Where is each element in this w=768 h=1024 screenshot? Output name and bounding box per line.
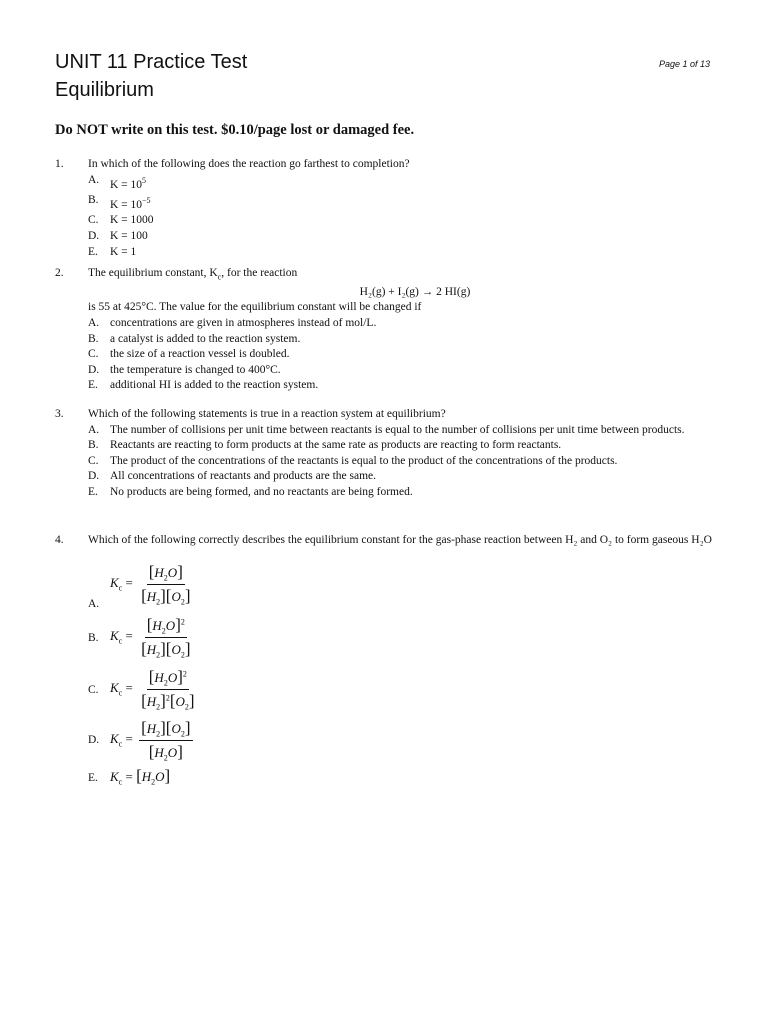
option-text: K = 1 bbox=[110, 245, 137, 258]
option-letter: B. bbox=[88, 632, 99, 644]
option-letter: D. bbox=[88, 470, 100, 483]
question-4 bbox=[55, 533, 715, 549]
kc-expression-d: $K_c$ = $\frac{[H_2][O_2]}{[H_2O]}$ bbox=[110, 718, 191, 763]
option-exponent: 5 bbox=[142, 175, 147, 185]
option-text: K = 10 bbox=[110, 198, 143, 211]
option-text: additional HI is added to the reaction system. bbox=[110, 379, 319, 392]
option-letter: C. bbox=[88, 214, 99, 227]
page-number: Page 1 of 13 bbox=[658, 59, 710, 69]
option-text: The number of collisions per unit time between reactants is equal to the number of collisions per unit time between products. bbox=[110, 423, 685, 436]
question-number: 1. bbox=[55, 158, 64, 170]
option-d bbox=[88, 363, 715, 379]
option-letter: D. bbox=[88, 363, 100, 376]
option-letter: C. bbox=[88, 684, 99, 696]
option-letter: C. bbox=[88, 454, 99, 467]
option-text: The product of the concentrations of the reactants is equal to the product of the concentrations of the products. bbox=[110, 454, 618, 467]
question-2 bbox=[55, 266, 715, 394]
option-b bbox=[88, 193, 715, 213]
question-number: 4. bbox=[55, 534, 64, 546]
option-b bbox=[88, 438, 715, 454]
kc-expression-b: $K_c$ = $\frac{[H_2O]^2}{[H_2][O_2]}$ bbox=[110, 615, 191, 660]
kc-expression-c: $K_c$ = $\frac{[H_2O]^2}{[H_2]^2[O_2]}$ bbox=[110, 667, 195, 712]
option-letter: B. bbox=[88, 194, 99, 207]
option-a bbox=[88, 423, 715, 439]
option-text: K = 1000 bbox=[110, 214, 154, 227]
option-letter: B. bbox=[88, 332, 99, 345]
option-letter: A. bbox=[88, 423, 100, 436]
option-letter: D. bbox=[88, 230, 100, 243]
option-letter: B. bbox=[88, 439, 99, 452]
option-a bbox=[88, 316, 715, 332]
option-letter: D. bbox=[88, 734, 100, 746]
option-text: the temperature is changed to 400°C. bbox=[110, 363, 281, 376]
question-text-continued: is 55 at 425°C. The value for the equilibrium constant will be changed if bbox=[88, 301, 422, 314]
option-text: K = 100 bbox=[110, 230, 148, 243]
option-text: concentrations are given in atmospheres instead of mol/L. bbox=[110, 317, 377, 330]
question-text: Which of the following statements is true in a reaction system at equilibrium? bbox=[88, 408, 446, 420]
option-c bbox=[88, 454, 715, 470]
fee-notice: Do NOT write on this test. $0.10/page lost or damaged fee. bbox=[55, 122, 415, 138]
option-text: K = 10 bbox=[110, 178, 143, 191]
option-text: No products are being formed, and no reactants are being formed. bbox=[110, 485, 413, 498]
option-exponent: −5 bbox=[142, 196, 151, 206]
option-e bbox=[88, 378, 715, 394]
option-b bbox=[88, 332, 715, 348]
kc-expression-e: $K_c = [H_2O]$ bbox=[110, 766, 171, 787]
question-text: In which of the following does the reaction go farthest to completion? bbox=[88, 158, 410, 170]
option-a bbox=[88, 173, 715, 193]
option-letter: C. bbox=[88, 348, 99, 361]
option-d bbox=[88, 469, 715, 485]
option-text: the size of a reaction vessel is doubled. bbox=[110, 348, 290, 361]
option-letter: A. bbox=[88, 598, 100, 610]
question-1 bbox=[55, 157, 715, 260]
option-c bbox=[88, 213, 715, 229]
question-3 bbox=[55, 407, 715, 501]
question-number: 3. bbox=[55, 408, 64, 420]
option-letter: E. bbox=[88, 379, 98, 392]
question-text: Which of the following correctly describes the equilibrium constant for the gas-phase reaction between H₂ and O₂ to form gaseous H₂O bbox=[88, 534, 712, 546]
test-subtitle: Equilibrium bbox=[55, 79, 154, 101]
test-title: UNIT 11 Practice Test bbox=[55, 51, 248, 73]
option-text: a catalyst is added to the reaction system. bbox=[110, 332, 301, 345]
kc-expression-a: $K_c$ = $\frac{[H_2O]}{[H_2][O_2]}$ bbox=[110, 562, 191, 607]
option-letter: E. bbox=[88, 245, 98, 258]
question-text: The equilibrium constant, $K_c$, for the reaction bbox=[88, 267, 298, 282]
option-letter: E. bbox=[88, 772, 98, 784]
option-letter: A. bbox=[88, 173, 100, 186]
option-letter: A. bbox=[88, 317, 100, 330]
option-d bbox=[88, 229, 715, 245]
question-number: 2. bbox=[55, 267, 64, 279]
option-text: All concentrations of reactants and products are the same. bbox=[110, 470, 376, 483]
option-letter: E. bbox=[88, 485, 98, 498]
option-e bbox=[88, 245, 715, 261]
option-text: Reactants are reacting to form products at the same rate as products are reacting to form reactants. bbox=[110, 439, 562, 452]
option-c bbox=[88, 347, 715, 363]
option-e bbox=[88, 485, 715, 501]
reaction-equation: H₂(g) + I₂(g) → 2 HI(g) bbox=[359, 285, 471, 298]
